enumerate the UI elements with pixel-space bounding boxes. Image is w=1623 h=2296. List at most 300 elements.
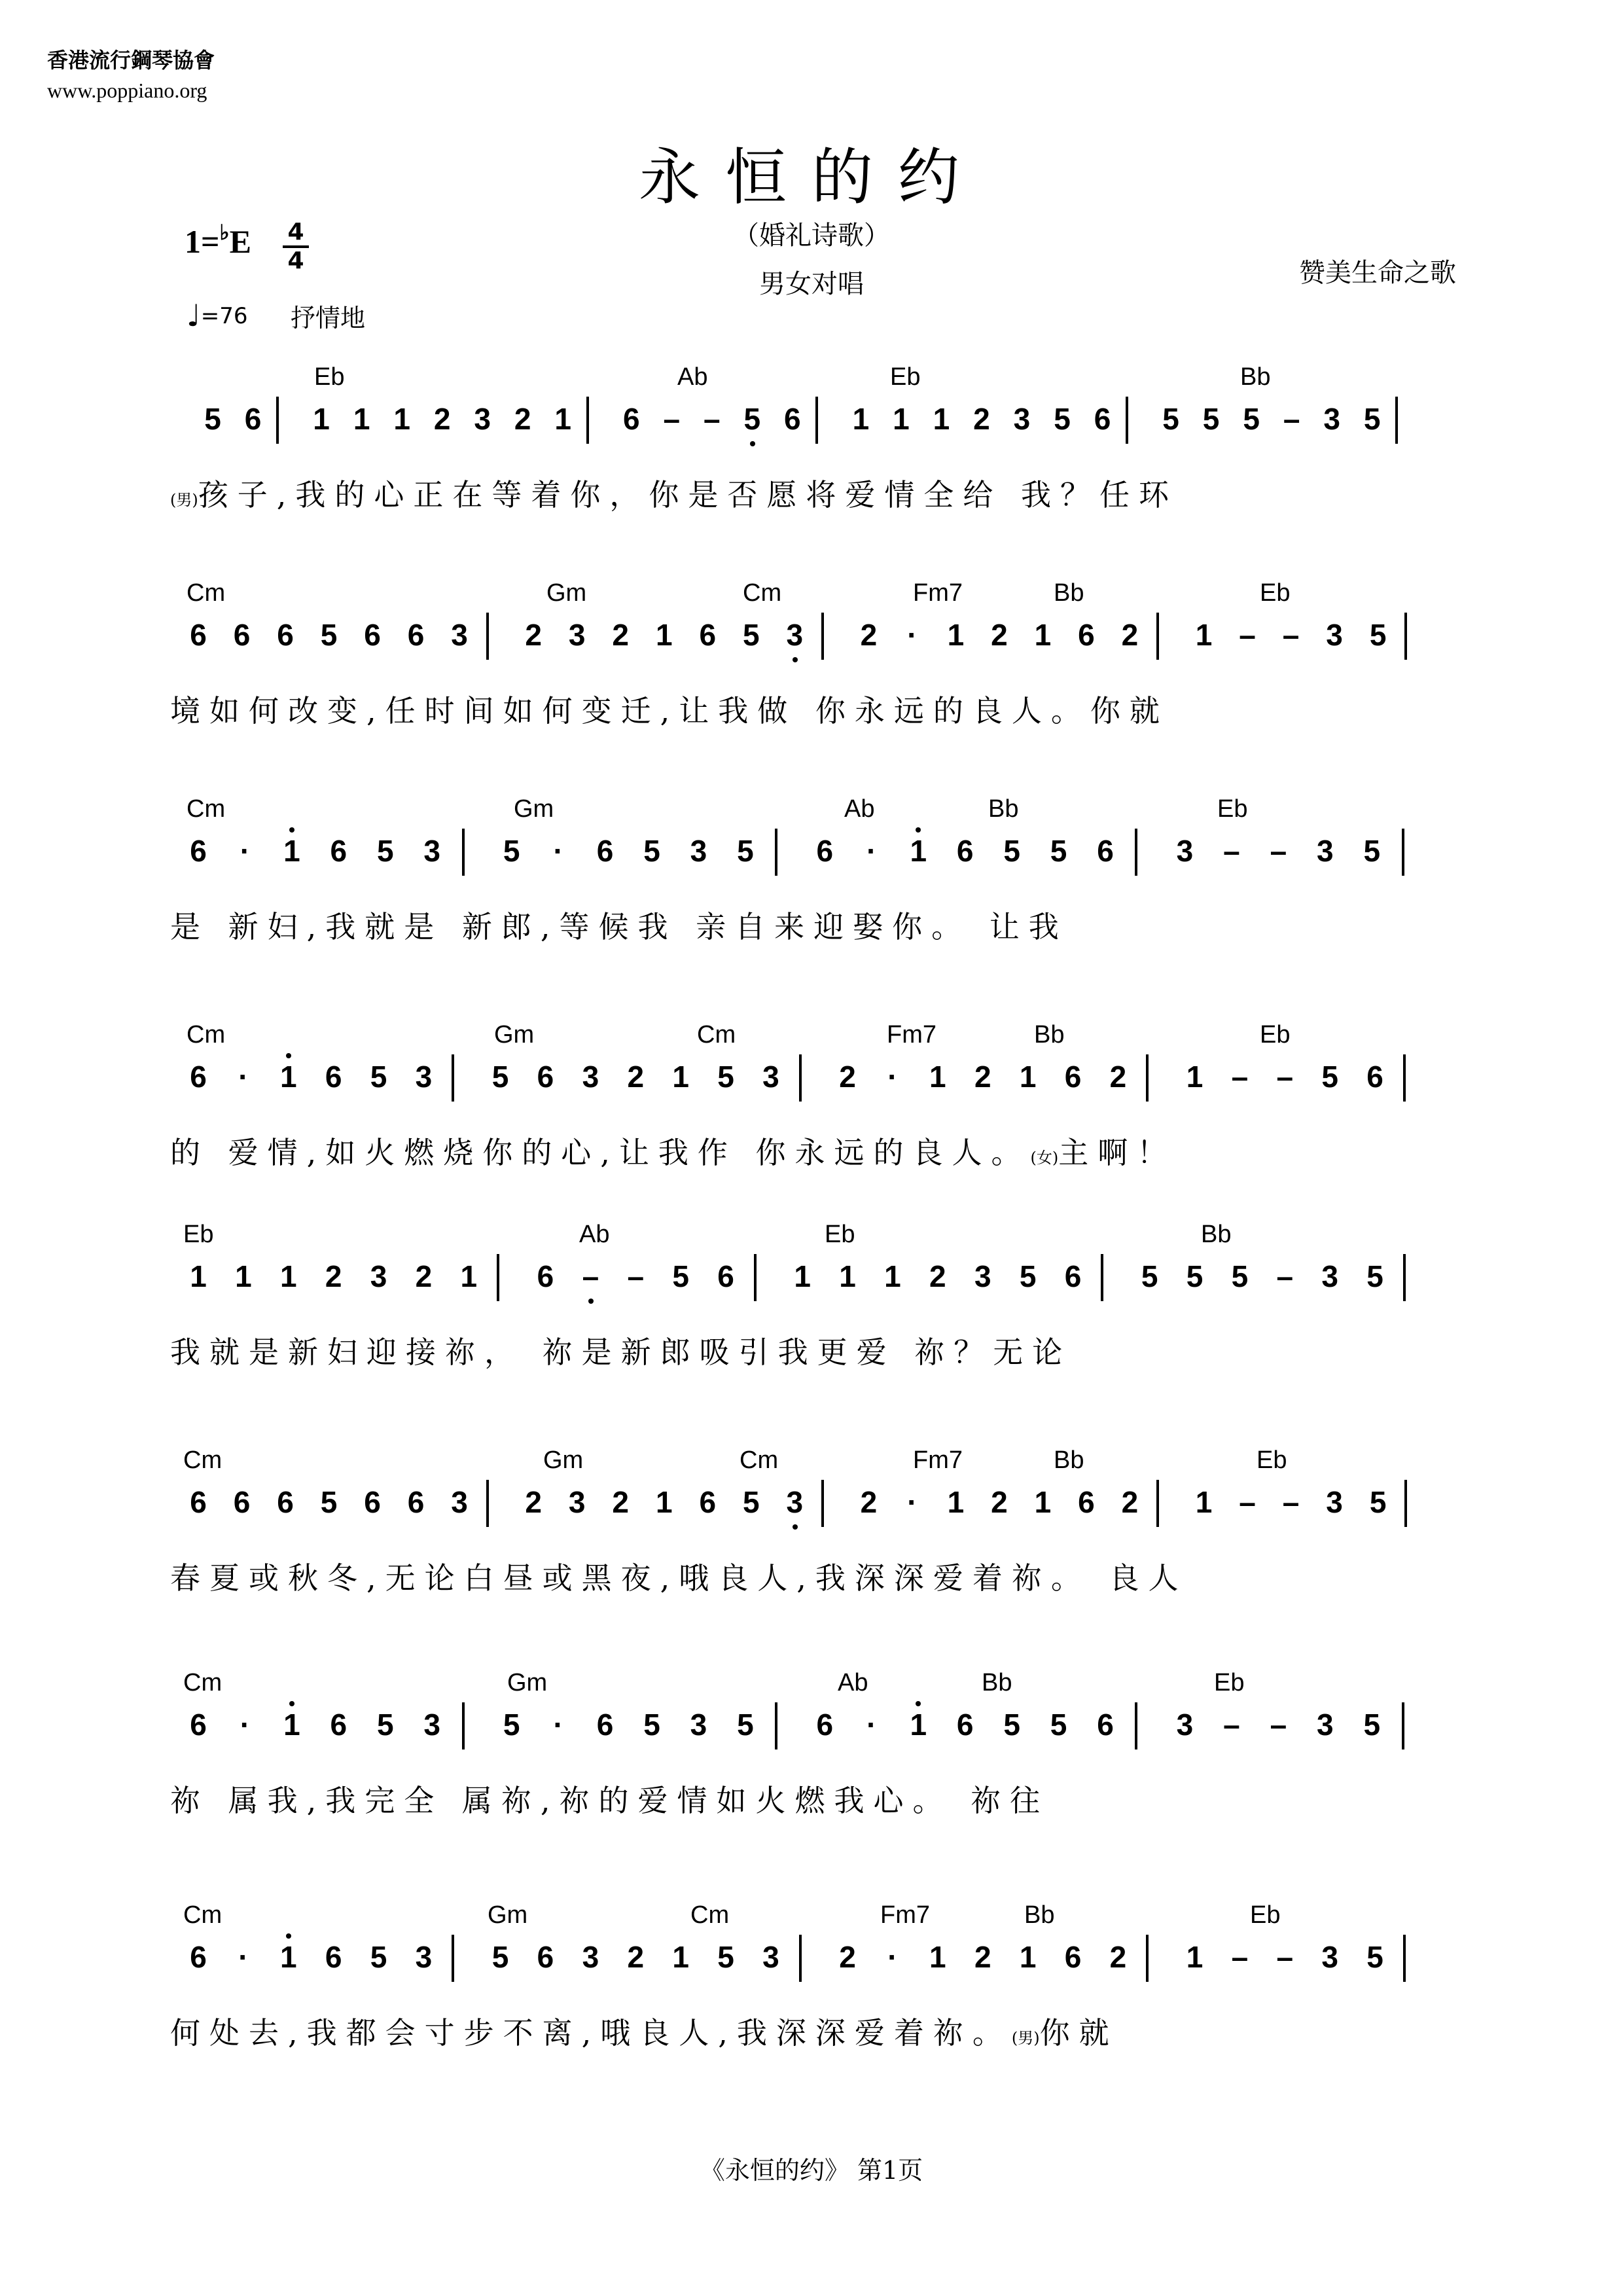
note: 2 xyxy=(525,618,542,652)
note: 6 xyxy=(784,402,801,436)
note: 5 xyxy=(1231,1259,1249,1293)
bar-line xyxy=(1403,1935,1406,1982)
note: 3 xyxy=(1013,402,1031,436)
note: 1 xyxy=(655,618,673,652)
note: · xyxy=(907,618,918,652)
note: 3 xyxy=(1317,834,1334,868)
bar-line xyxy=(462,829,465,876)
note: 6 xyxy=(407,1485,425,1519)
bar-line xyxy=(775,829,777,876)
note: – xyxy=(704,402,721,436)
chord-symbol: Bb xyxy=(1240,363,1271,391)
note: 6 xyxy=(233,618,251,652)
chord-symbol: Fm7 xyxy=(880,1901,930,1929)
lyric-line: 的 爱情,如火燃烧你的心,让我作 你永远的良人。(女)主啊！ xyxy=(170,1135,1177,1170)
note: – xyxy=(1283,402,1300,436)
bar-line xyxy=(1156,1480,1159,1527)
note: 2 xyxy=(839,1060,856,1094)
note: 2 xyxy=(612,1485,629,1519)
note: 2 xyxy=(415,1259,433,1293)
bar-line xyxy=(799,1935,802,1982)
bar-line xyxy=(1135,829,1137,876)
note: 1 xyxy=(1195,1485,1213,1519)
bar-line xyxy=(497,1254,499,1301)
note: 1 xyxy=(276,1937,302,1977)
note: 6 xyxy=(364,618,381,652)
note: 6 xyxy=(325,1060,342,1094)
note: 3 xyxy=(1321,1259,1338,1293)
bar-line xyxy=(1404,613,1407,660)
note: – xyxy=(1223,1708,1240,1742)
note: 5 xyxy=(370,1060,387,1094)
note: 1 xyxy=(947,618,965,652)
note: 6 xyxy=(596,1708,614,1742)
performance-note: 男女对唱 xyxy=(759,269,864,299)
note: – xyxy=(1231,1060,1249,1094)
note: 1 xyxy=(1034,618,1052,652)
note: 3 xyxy=(582,1940,599,1974)
note: 5 xyxy=(376,834,394,868)
note: 5 xyxy=(737,1708,754,1742)
note: · xyxy=(238,1060,249,1094)
chord-symbol: Eb xyxy=(1214,1669,1245,1696)
bar-line xyxy=(1403,1254,1406,1301)
note: 2 xyxy=(627,1060,645,1094)
note: 2 xyxy=(1121,1485,1139,1519)
note: 5 xyxy=(1366,1259,1383,1293)
note: 2 xyxy=(627,1940,645,1974)
note: 3 xyxy=(1176,1708,1194,1742)
note: · xyxy=(866,1708,877,1742)
note: 6 xyxy=(330,834,348,868)
note: 1 xyxy=(794,1259,811,1293)
note: · xyxy=(238,1940,249,1974)
note: 2 xyxy=(929,1259,946,1293)
note: 1 xyxy=(279,1259,297,1293)
note: 5 xyxy=(1366,1940,1383,1974)
note: 3 xyxy=(423,834,441,868)
notation-row xyxy=(0,399,1623,452)
site-url[interactable]: www.poppiano.org xyxy=(47,79,207,102)
note: 5 xyxy=(1363,1708,1381,1742)
note: 6 xyxy=(699,1485,717,1519)
note: 3 xyxy=(781,615,808,655)
note: 1 xyxy=(852,402,870,436)
bar-line xyxy=(452,1054,454,1102)
bar-line xyxy=(586,397,589,444)
chord-symbol: Bb xyxy=(1201,1221,1232,1248)
note: – xyxy=(1276,1060,1294,1094)
note: 5 xyxy=(742,618,760,652)
chord-symbol: Bb xyxy=(1054,579,1084,607)
note: 5 xyxy=(491,1940,509,1974)
note: 5 xyxy=(1003,834,1020,868)
note: 1 xyxy=(313,402,330,436)
note: 1 xyxy=(554,402,571,436)
note: 1 xyxy=(884,1259,901,1293)
bar-line xyxy=(1402,829,1404,876)
note: 1 xyxy=(1019,1940,1037,1974)
note: 1 xyxy=(672,1940,689,1974)
note: 5 xyxy=(1363,834,1381,868)
note: 5 xyxy=(672,1259,689,1293)
note: 3 xyxy=(568,1485,586,1519)
chord-symbol: Cm xyxy=(183,1901,223,1929)
note: – xyxy=(1276,1259,1294,1293)
chord-symbol: Cm xyxy=(183,1446,223,1474)
note: 6 xyxy=(364,1485,381,1519)
note: · xyxy=(240,834,251,868)
song-subtitle: （婚礼诗歌） xyxy=(733,221,890,251)
note: 6 xyxy=(1064,1060,1082,1094)
note: 3 xyxy=(415,1060,433,1094)
note: 2 xyxy=(974,1060,991,1094)
note: 1 xyxy=(947,1485,965,1519)
chord-symbol: Eb xyxy=(183,1221,214,1248)
expression-marking: 抒情地 xyxy=(291,304,366,332)
note: 1 xyxy=(190,1259,207,1293)
note: 1 xyxy=(839,1259,856,1293)
note: 6 xyxy=(277,1485,294,1519)
chord-symbol: Cm xyxy=(187,795,226,823)
bar-line xyxy=(486,1480,489,1527)
note: 6 xyxy=(233,1485,251,1519)
note: 3 xyxy=(370,1259,387,1293)
note: · xyxy=(887,1060,898,1094)
lyric-line: 春夏或秋冬,无论白昼或黑夜,哦良人,我深深爱着祢。 良人 xyxy=(170,1560,1188,1596)
note: 1 xyxy=(1186,1060,1204,1094)
note: 2 xyxy=(839,1940,856,1974)
note: 2 xyxy=(974,1940,991,1974)
note: 6 xyxy=(190,834,207,868)
note: 1 xyxy=(933,402,950,436)
note: 1 xyxy=(905,831,931,870)
note: 3 xyxy=(1321,1940,1338,1974)
note: · xyxy=(553,1708,563,1742)
note: 5 xyxy=(1141,1259,1158,1293)
note: 6 xyxy=(1097,1708,1114,1742)
note: – xyxy=(1270,834,1287,868)
note: 3 xyxy=(1176,834,1194,868)
note: 1 xyxy=(279,1705,305,1744)
note: – xyxy=(1231,1940,1249,1974)
bar-line xyxy=(1101,1254,1103,1301)
note: 2 xyxy=(514,402,531,436)
site-name: 香港流行鋼琴協會 xyxy=(47,48,215,73)
bar-line xyxy=(1156,613,1159,660)
bar-line xyxy=(1146,1935,1149,1982)
note: 5 xyxy=(643,834,660,868)
note: 1 xyxy=(279,831,305,870)
note: 5 xyxy=(320,618,338,652)
note: 6 xyxy=(717,1259,734,1293)
note: 6 xyxy=(956,1708,974,1742)
note: 5 xyxy=(1186,1259,1204,1293)
note: 5 xyxy=(643,1708,660,1742)
chord-symbol: Gm xyxy=(494,1021,535,1049)
note: 2 xyxy=(860,618,878,652)
bar-line xyxy=(821,1480,824,1527)
chord-symbol: Ab xyxy=(677,363,708,391)
note: 2 xyxy=(612,618,629,652)
note: 1 xyxy=(1034,1485,1052,1519)
note: 5 xyxy=(1243,402,1260,436)
chord-symbol: Cm xyxy=(690,1901,730,1929)
note: 1 xyxy=(460,1259,478,1293)
note: – xyxy=(1270,1708,1287,1742)
bar-line xyxy=(821,613,824,660)
note: 6 xyxy=(330,1708,348,1742)
note: 1 xyxy=(1186,1940,1204,1974)
lyric-line: 祢 属我,我完全 属祢,祢的爱情如火燃我心。 祢往 xyxy=(170,1783,1050,1818)
note: – xyxy=(627,1259,645,1293)
note: 5 xyxy=(1050,834,1067,868)
bar-line xyxy=(815,397,818,444)
note: 3 xyxy=(1317,1708,1334,1742)
bar-line xyxy=(276,397,279,444)
chord-symbol: Bb xyxy=(1024,1901,1055,1929)
key-signature: 1=♭E xyxy=(185,221,251,260)
chord-symbol: Gm xyxy=(488,1901,528,1929)
bar-line xyxy=(1404,1480,1407,1527)
note: 5 xyxy=(1162,402,1179,436)
note: 3 xyxy=(1326,618,1343,652)
note: 6 xyxy=(1094,402,1111,436)
chord-symbol: Fm7 xyxy=(913,579,963,607)
note: 1 xyxy=(393,402,410,436)
note: 5 xyxy=(1363,402,1381,436)
note: 1 xyxy=(672,1060,689,1094)
note: 6 xyxy=(1064,1259,1082,1293)
chord-symbol: Eb xyxy=(825,1221,855,1248)
note: – xyxy=(1239,1485,1256,1519)
chord-symbol: Ab xyxy=(579,1221,610,1248)
note: 5 xyxy=(1050,1708,1067,1742)
note: 2 xyxy=(1109,1060,1127,1094)
note: 5 xyxy=(320,1485,338,1519)
note: 1 xyxy=(276,1057,302,1096)
note: 5 xyxy=(717,1060,734,1094)
chord-symbol: Cm xyxy=(697,1021,736,1049)
chord-symbol: Bb xyxy=(1054,1446,1084,1474)
chord-symbol: Fm7 xyxy=(887,1021,936,1049)
note: 3 xyxy=(1323,402,1340,436)
note: 5 xyxy=(1054,402,1071,436)
note: 3 xyxy=(451,618,468,652)
note: · xyxy=(553,834,563,868)
notation-row xyxy=(0,1057,1623,1109)
chord-symbol: Eb xyxy=(1217,795,1248,823)
note: 5 xyxy=(204,402,221,436)
chord-symbol: Bb xyxy=(1034,1021,1065,1049)
note: 6 xyxy=(1078,1485,1095,1519)
note: 1 xyxy=(929,1940,946,1974)
notation-row xyxy=(0,831,1623,884)
notation-row xyxy=(0,1705,1623,1757)
note: 2 xyxy=(860,1485,878,1519)
page-footer: 《永恒的约》 第1页 xyxy=(700,2156,923,2185)
bar-line xyxy=(1395,397,1398,444)
note: 6 xyxy=(956,834,974,868)
bar-line xyxy=(799,1054,802,1102)
note: 5 xyxy=(717,1940,734,1974)
chord-symbol: Eb xyxy=(1250,1901,1281,1929)
note: 5 xyxy=(1369,1485,1387,1519)
chord-symbol: Gm xyxy=(507,1669,548,1696)
note: 5 xyxy=(1369,618,1387,652)
note: 3 xyxy=(451,1485,468,1519)
notation-row xyxy=(0,1257,1623,1309)
note: 1 xyxy=(893,402,910,436)
bar-line xyxy=(775,1702,777,1749)
composer: 赞美生命之歌 xyxy=(1299,258,1456,288)
note: 5 xyxy=(503,1708,520,1742)
note: 5 xyxy=(737,834,754,868)
chord-symbol: Gm xyxy=(543,1446,584,1474)
chord-symbol: Ab xyxy=(844,795,875,823)
note: 6 xyxy=(190,1940,207,1974)
chord-symbol: Gm xyxy=(546,579,587,607)
note: 6 xyxy=(596,834,614,868)
chord-symbol: Ab xyxy=(838,1669,868,1696)
note: 6 xyxy=(190,618,207,652)
note: 2 xyxy=(433,402,451,436)
note: 5 xyxy=(739,399,765,439)
note: – xyxy=(1223,834,1240,868)
lyric-line: 我就是新妇迎接祢， 祢是新郎吸引我更爱 祢？无论 xyxy=(170,1335,1072,1370)
note: 6 xyxy=(325,1940,342,1974)
note: 1 xyxy=(353,402,370,436)
note: 3 xyxy=(582,1060,599,1094)
chord-symbol: Eb xyxy=(1260,1021,1291,1049)
note: 6 xyxy=(1366,1060,1383,1094)
note: · xyxy=(240,1708,251,1742)
lyric-line: 是 新妇,我就是 新郎,等候我 亲自来迎娶你。 让我 xyxy=(170,909,1068,944)
lyric-line: 境如何改变,任时间如何变迁,让我做 你永远的良人。你就 xyxy=(170,693,1169,728)
note: 1 xyxy=(655,1485,673,1519)
note: 6 xyxy=(1064,1940,1082,1974)
note: 6 xyxy=(190,1708,207,1742)
note: 6 xyxy=(537,1940,554,1974)
note: · xyxy=(887,1940,898,1974)
note: 6 xyxy=(816,834,834,868)
note: 5 xyxy=(742,1485,760,1519)
note: 2 xyxy=(991,1485,1008,1519)
note: 3 xyxy=(415,1940,433,1974)
note: 3 xyxy=(762,1940,779,1974)
note: 2 xyxy=(525,1485,542,1519)
note: 6 xyxy=(1097,834,1114,868)
chord-symbol: Eb xyxy=(1257,1446,1287,1474)
note: 6 xyxy=(190,1485,207,1519)
note: – xyxy=(1282,1485,1300,1519)
note: 3 xyxy=(474,402,491,436)
notation-row xyxy=(0,1937,1623,1990)
note: 2 xyxy=(973,402,990,436)
bar-line xyxy=(462,1702,465,1749)
note: 2 xyxy=(1121,618,1139,652)
chord-symbol: Eb xyxy=(890,363,921,391)
chord-symbol: Cm xyxy=(187,579,226,607)
note: 6 xyxy=(244,402,262,436)
note: 6 xyxy=(407,618,425,652)
note: – xyxy=(663,402,681,436)
note: 6 xyxy=(277,618,294,652)
notation-row xyxy=(0,1482,1623,1535)
note: 5 xyxy=(376,1708,394,1742)
chord-symbol: Cm xyxy=(743,579,782,607)
chord-symbol: Bb xyxy=(988,795,1019,823)
note: 3 xyxy=(423,1708,441,1742)
chord-symbol: Bb xyxy=(982,1669,1012,1696)
note: 5 xyxy=(1321,1060,1338,1094)
note: 2 xyxy=(325,1259,342,1293)
note: 5 xyxy=(491,1060,509,1094)
bar-line xyxy=(1402,1702,1404,1749)
note: 3 xyxy=(781,1482,808,1522)
note: 3 xyxy=(690,1708,707,1742)
note: · xyxy=(907,1485,918,1519)
note: 6 xyxy=(537,1259,554,1293)
chord-symbol: Cm xyxy=(183,1669,223,1696)
note: 3 xyxy=(568,618,586,652)
chord-symbol: Eb xyxy=(314,363,345,391)
time-signature: 4 4 xyxy=(283,220,309,274)
bar-line xyxy=(1126,397,1128,444)
note: 5 xyxy=(370,1940,387,1974)
note: 3 xyxy=(974,1259,991,1293)
chord-symbol: Eb xyxy=(1260,579,1291,607)
note: – xyxy=(1239,618,1256,652)
lyric-line: 何处去,我都会寸步不离,哦良人,我深深爱着祢。(男)你就 xyxy=(170,2015,1118,2051)
tempo-marking: ♩=76 xyxy=(187,298,248,333)
note: – xyxy=(1276,1940,1294,1974)
note: 3 xyxy=(690,834,707,868)
note: 5 xyxy=(1019,1259,1037,1293)
note: 5 xyxy=(1202,402,1220,436)
note: – xyxy=(577,1257,603,1296)
note: 1 xyxy=(1019,1060,1037,1094)
note: 3 xyxy=(762,1060,779,1094)
note: 5 xyxy=(503,834,520,868)
note: 6 xyxy=(699,618,717,652)
note: · xyxy=(866,834,877,868)
chord-symbol: Cm xyxy=(187,1021,226,1049)
note: 6 xyxy=(816,1708,834,1742)
chord-symbol: Cm xyxy=(740,1446,779,1474)
note: 6 xyxy=(190,1060,207,1094)
note: 3 xyxy=(1326,1485,1343,1519)
bar-line xyxy=(1146,1054,1149,1102)
note: 1 xyxy=(905,1705,931,1744)
note: 1 xyxy=(929,1060,946,1094)
note: 5 xyxy=(1003,1708,1020,1742)
note: 6 xyxy=(537,1060,554,1094)
song-title: 永恒的约 xyxy=(638,142,984,213)
lyric-line: (男)孩子,我的心正在等着你，你是否愿将爱情全给 我？任环 xyxy=(170,477,1178,512)
bar-line xyxy=(1403,1054,1406,1102)
note: 6 xyxy=(1078,618,1095,652)
note: 1 xyxy=(235,1259,252,1293)
bar-line xyxy=(1135,1702,1137,1749)
note: 2 xyxy=(991,618,1008,652)
chord-symbol: Gm xyxy=(514,795,554,823)
note: – xyxy=(1282,618,1300,652)
notation-row xyxy=(0,615,1623,668)
bar-line xyxy=(486,613,489,660)
note: 6 xyxy=(622,402,640,436)
note: 1 xyxy=(1195,618,1213,652)
